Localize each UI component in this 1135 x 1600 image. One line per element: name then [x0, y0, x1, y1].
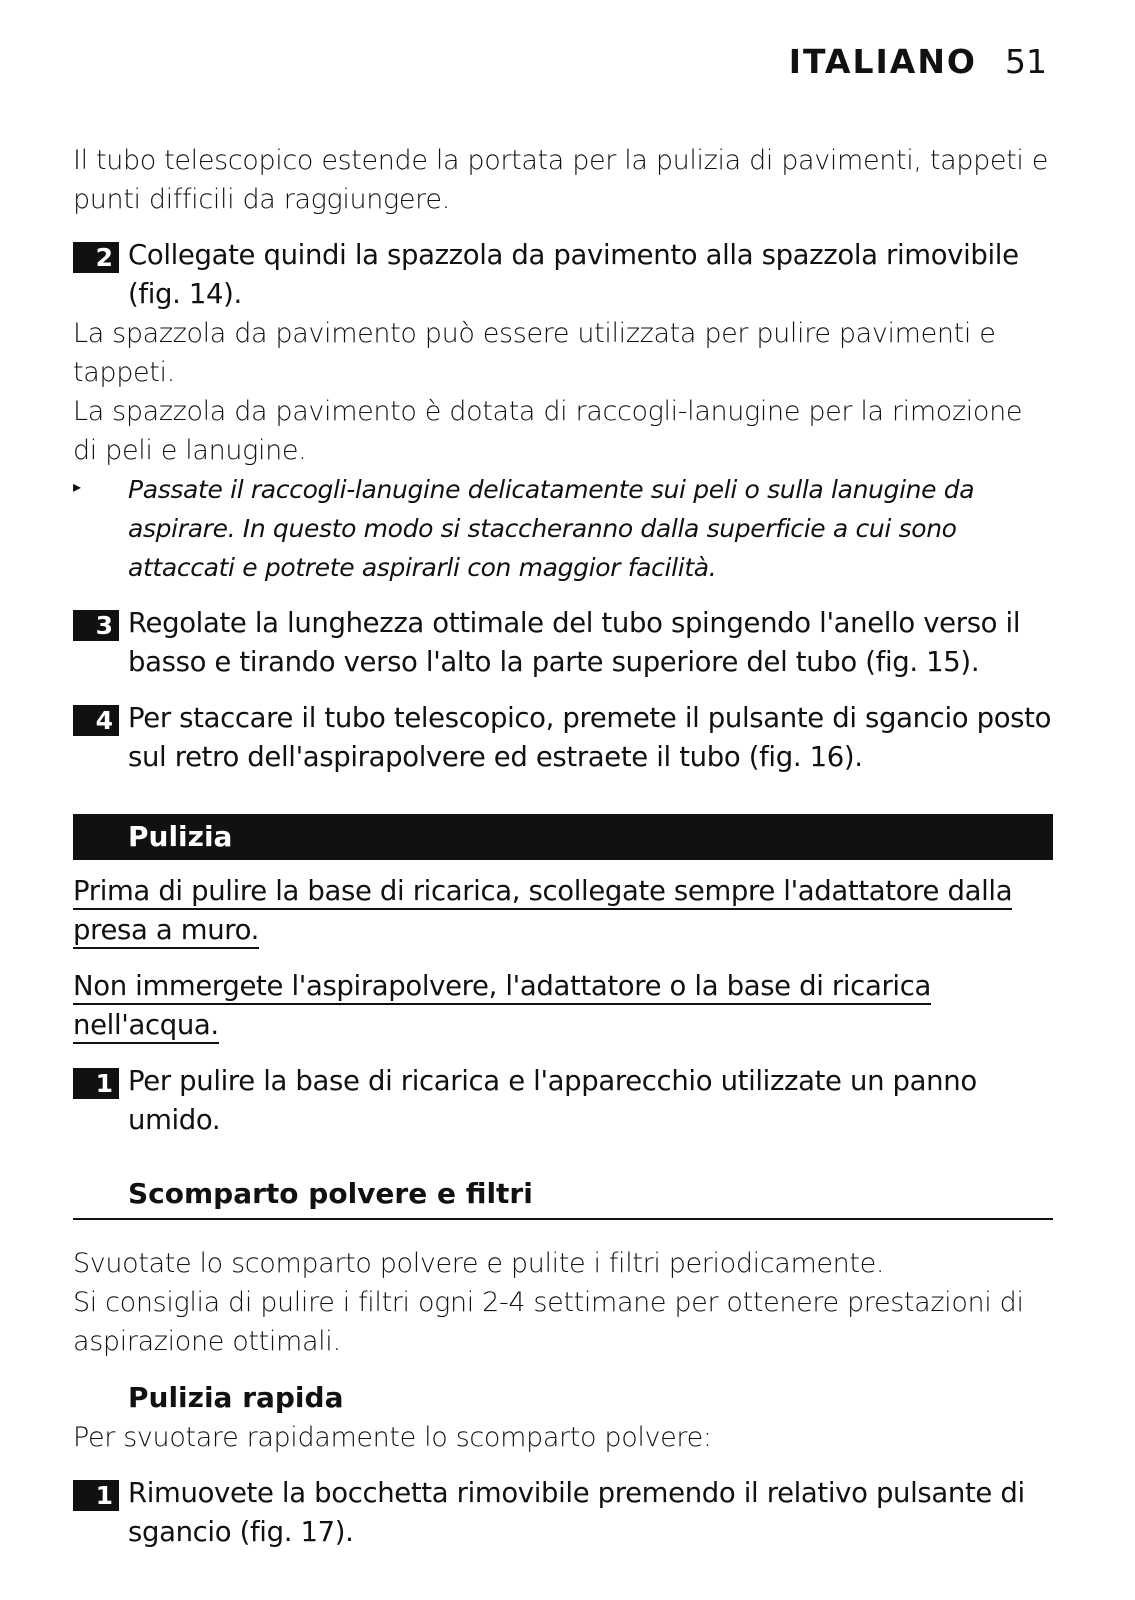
step-number-badge: 4	[73, 705, 119, 736]
warning-line: Non immergete l'aspirapolvere, l'adattatore o la base di ricarica	[73, 970, 931, 1005]
step-4	[73, 699, 1053, 777]
warning-line: nell'acqua.	[73, 1009, 219, 1044]
cleaning-step-1	[73, 1062, 1053, 1140]
subsection-heading-dust-filters: Scomparto polvere e filtri	[73, 1174, 1053, 1220]
step-number-badge: 1	[73, 1068, 119, 1099]
tip-text: Passate il raccogli-lanugine delicatamente sui peli o sulla lanugine da aspirare. In questo modo si staccheranno dalla superficie a cui sono attaccati e potrete aspirarli con maggior facilità.	[128, 475, 975, 582]
step-text: Per staccare il tubo telescopico, premete il pulsante di sgancio posto sul retro dell'aspirapolvere ed estraete il tubo (fig. 16).	[128, 702, 1052, 773]
step-number-badge: 1	[73, 1480, 119, 1511]
quick-clean-intro: Per svuotare rapidamente lo scomparto polvere:	[73, 1422, 712, 1453]
floor-brush-paragraph: La spazzola da pavimento può essere utilizzata per pulire pavimenti e tappeti.	[73, 318, 996, 388]
step-text: Regolate la lunghezza ottimale del tubo spingendo l'anello verso il basso e tirando verso l'alto la parte superiore del tubo (fig. 15).	[128, 607, 1021, 678]
step-3	[73, 604, 1053, 682]
step-number-badge: 3	[73, 610, 119, 641]
section-heading-cleaning: Pulizia	[73, 814, 1053, 860]
triangle-bullet-icon: ▸	[73, 477, 82, 496]
subsection-heading-quick-clean: Pulizia rapida	[128, 1381, 344, 1414]
step-text: Per pulire la base di ricarica e l'apparecchio utilizzate un panno umido.	[128, 1065, 977, 1136]
dust-paragraph-1: Svuotate lo scomparto polvere e pulite i filtri periodicamente.	[73, 1248, 885, 1279]
dust-paragraph-2: Si consiglia di pulire i filtri ogni 2-4 settimane per ottenere prestazioni di aspirazione ottimali.	[73, 1287, 1024, 1357]
warning-line: Prima di pulire la base di ricarica, scollegate sempre l'adattatore dalla	[73, 875, 1012, 910]
quick-step-1	[73, 1474, 1053, 1552]
warning-no-water	[73, 967, 1053, 1045]
step-text: Collegate quindi la spazzola da pavimento alla spazzola rimovibile (fig. 14).	[128, 239, 1019, 310]
page-number: 51	[1005, 42, 1047, 81]
warning-unplug	[73, 872, 1053, 950]
warning-line: presa a muro.	[73, 914, 259, 949]
floor-brush-lint-paragraph: La spazzola da pavimento è dotata di raccogli-lanugine per la rimozione di peli e lanugine.	[73, 396, 1023, 466]
tip-item	[73, 470, 1053, 587]
step-2	[73, 236, 1053, 314]
step-text: Rimuovete la bocchetta rimovibile premendo il relativo pulsante di sgancio (fig. 17).	[128, 1477, 1025, 1548]
page-content	[73, 141, 1053, 1552]
intro-paragraph: Il tubo telescopico estende la portata per la pulizia di pavimenti, tappeti e punti difficili da raggiungere.	[73, 145, 1049, 215]
page-header	[789, 40, 1047, 84]
language-label: ITALIANO	[788, 42, 977, 81]
step-number-badge: 2	[73, 242, 119, 273]
